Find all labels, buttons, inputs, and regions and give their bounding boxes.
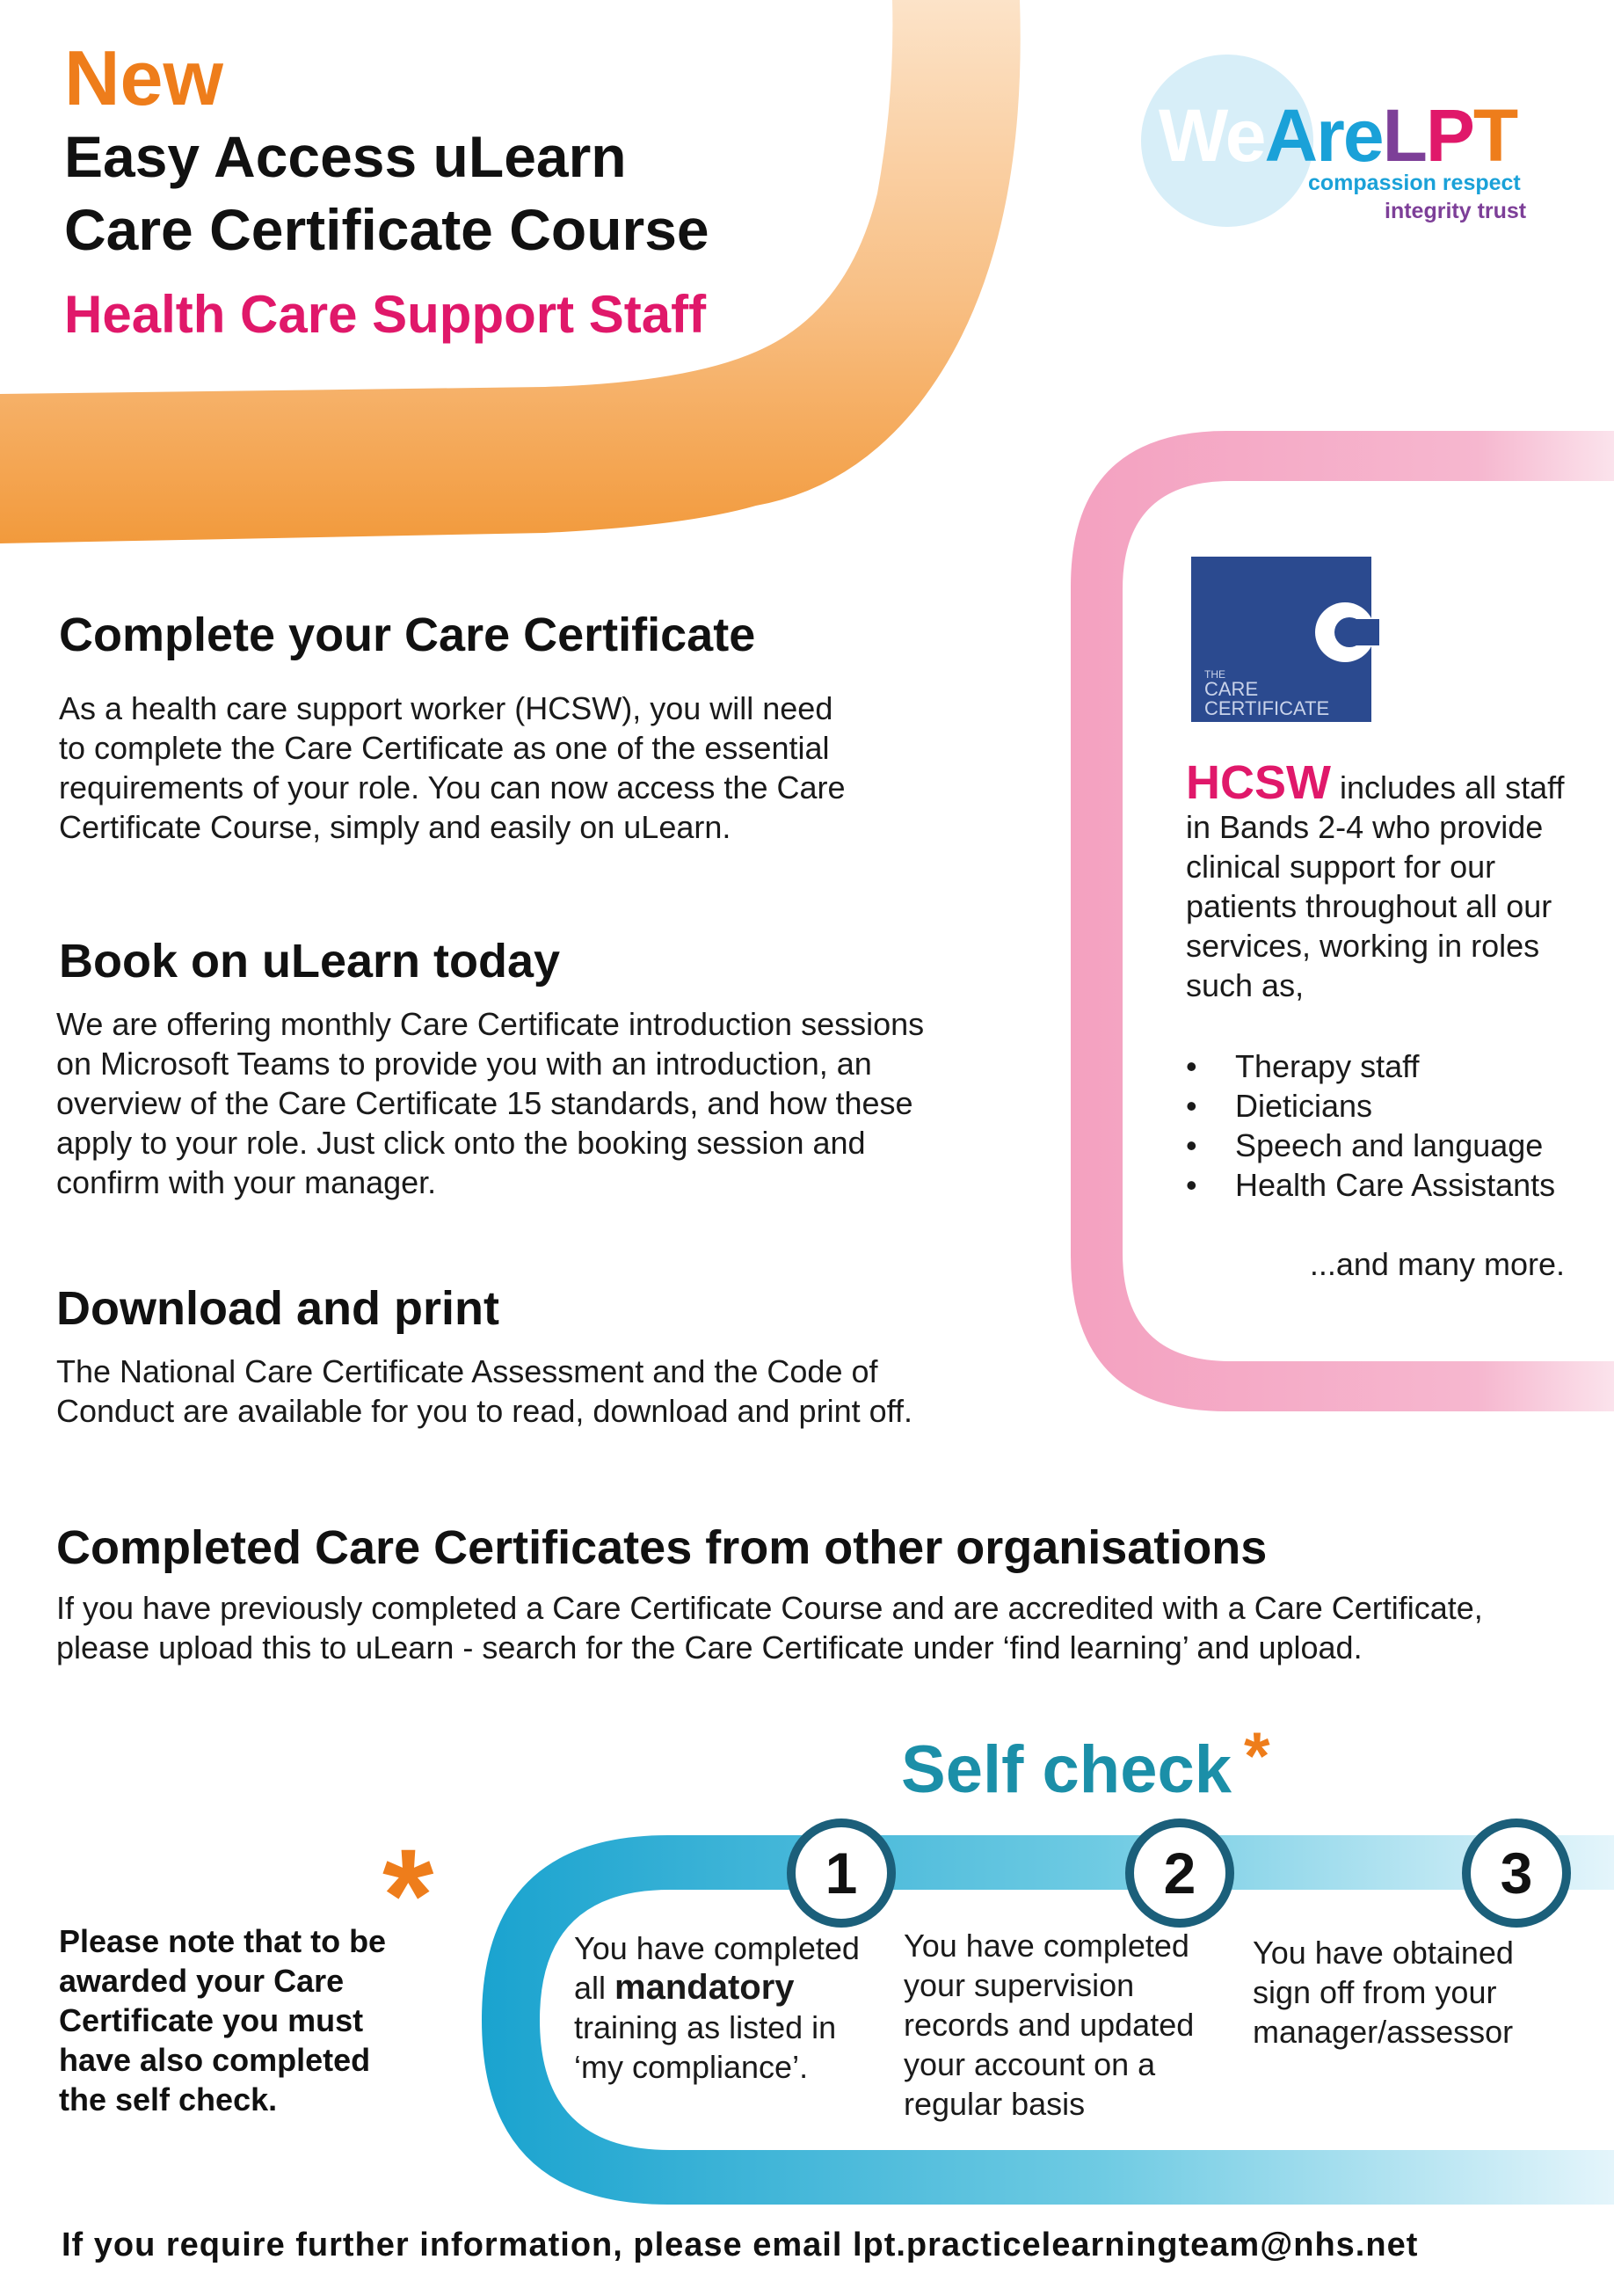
step-3-number: 3 bbox=[1462, 1819, 1571, 1928]
text-line: records and updated bbox=[904, 2007, 1195, 2043]
text-line: Certificate you must bbox=[59, 2002, 364, 2038]
text-line: regular basis bbox=[904, 2086, 1086, 2122]
text-line: manager/assessor bbox=[1253, 2014, 1514, 2050]
footer-contact: If you require further information, please email lpt.practicelearningteam@nhs.net bbox=[62, 2227, 1419, 2263]
text-line: to complete the Care Certificate as one of the essential bbox=[59, 730, 830, 766]
text-line: Certificate Course, simply and easily on uLearn. bbox=[59, 809, 731, 845]
paragraph-complete bbox=[59, 689, 846, 847]
paragraph-download bbox=[56, 1352, 912, 1431]
hcsw-rest: includes all staff in Bands 2-4 who provide clinical support for our patients throughout all our services, working in roles such as, bbox=[1186, 769, 1565, 1003]
mandatory-word: mandatory bbox=[614, 1968, 795, 2007]
text-line: You have completed bbox=[904, 1928, 1189, 1964]
text-line: ‘my compliance’. bbox=[574, 2049, 809, 2085]
text-line: training as listed in bbox=[574, 2009, 837, 2045]
cc-logo-small: THE bbox=[1204, 668, 1225, 681]
cc-logo-line2: CERTIFICATE bbox=[1204, 697, 1330, 719]
logo-tagline-2: integrity trust bbox=[1385, 199, 1527, 223]
text-line: Please note that to be bbox=[59, 1923, 387, 1959]
logo-are: Are bbox=[1264, 94, 1383, 177]
subtitle: Health Care Support Staff bbox=[64, 285, 707, 344]
step-1-text bbox=[574, 1928, 860, 2087]
text-line: If you have previously completed a Care Certificate Course and are accredited with a Care Certificate, bbox=[56, 1590, 1483, 1626]
text-line: We are offering monthly Care Certificate introduction sessions bbox=[56, 1006, 925, 1042]
heading-completed: Completed Care Certificates from other organisations bbox=[56, 1521, 1268, 1574]
heading-download: Download and print bbox=[56, 1282, 499, 1335]
and-many-more: ...and many more. bbox=[1309, 1246, 1565, 1282]
list-item: • Health Care Assistants bbox=[1186, 1165, 1555, 1205]
text-line: have also completed bbox=[59, 2042, 371, 2078]
care-certificate-c-opening bbox=[1349, 619, 1379, 645]
paragraph-book bbox=[56, 1004, 924, 1202]
paragraph-completed bbox=[56, 1588, 1483, 1667]
text-line: The National Care Certificate Assessment and the Code of bbox=[56, 1353, 878, 1389]
step-3-text bbox=[1253, 1933, 1514, 2052]
self-check-star-icon: * bbox=[1244, 1719, 1270, 1794]
text-line: please upload this to uLearn - search for the Care Certificate under ‘find learning’ and upload. bbox=[56, 1629, 1363, 1666]
text-line: your account on a bbox=[904, 2046, 1156, 2082]
new-label: New bbox=[64, 34, 223, 121]
heading-book: Book on uLearn today bbox=[59, 935, 561, 988]
text-line: your supervision bbox=[904, 1967, 1135, 2003]
text-line: sign off from your bbox=[1253, 1974, 1497, 2010]
text-line: You have obtained bbox=[1253, 1935, 1514, 1971]
text-line: requirements of your role. You can now access the Care bbox=[59, 769, 846, 805]
text-line: on Microsoft Teams to provide you with an introduction, an bbox=[56, 1046, 872, 1082]
logo-l: L bbox=[1382, 94, 1426, 177]
text-line: confirm with your manager. bbox=[56, 1164, 437, 1200]
hcsw-description bbox=[1186, 756, 1581, 1005]
step-1-number: 1 bbox=[787, 1819, 896, 1928]
list-item: • Therapy staff bbox=[1186, 1046, 1555, 1086]
list-item: • Dieticians bbox=[1186, 1086, 1555, 1126]
note-star-icon: * bbox=[382, 1821, 434, 1969]
title-line-2: Care Certificate Course bbox=[64, 197, 709, 262]
text-line: Conduct are available for you to read, download and print off. bbox=[56, 1393, 912, 1429]
list-item: • Speech and language bbox=[1186, 1126, 1555, 1165]
text-line: the self check. bbox=[59, 2081, 278, 2117]
wearelpt-logo bbox=[1159, 94, 1517, 177]
hcsw-word: HCSW bbox=[1186, 756, 1331, 809]
roles-list bbox=[1186, 1046, 1555, 1205]
step-2-text bbox=[904, 1926, 1194, 2124]
title-line-1: Easy Access uLearn bbox=[64, 124, 627, 189]
heading-complete: Complete your Care Certificate bbox=[59, 609, 756, 661]
care-certificate-logo-text bbox=[1204, 669, 1329, 718]
text-line bbox=[574, 1968, 860, 2008]
self-check-note bbox=[59, 1921, 437, 2119]
cc-logo-line1: CARE bbox=[1204, 678, 1259, 700]
text-fragment: all bbox=[574, 1970, 607, 2006]
logo-p: P bbox=[1425, 94, 1473, 177]
step-2-number: 2 bbox=[1125, 1819, 1234, 1928]
logo-t: T bbox=[1472, 94, 1517, 177]
text-line: awarded your Care bbox=[59, 1963, 345, 1999]
self-check-title: Self check bbox=[901, 1732, 1232, 1807]
logo-tagline-1: compassion respect bbox=[1308, 171, 1521, 195]
text-line: You have completed bbox=[574, 1930, 860, 1966]
text-line: apply to your role. Just click onto the booking session and bbox=[56, 1125, 866, 1161]
text-line: overview of the Care Certificate 15 standards, and how these bbox=[56, 1085, 913, 1121]
logo-we: We bbox=[1159, 94, 1265, 177]
text-line: As a health care support worker (HCSW), you will need bbox=[59, 690, 833, 726]
